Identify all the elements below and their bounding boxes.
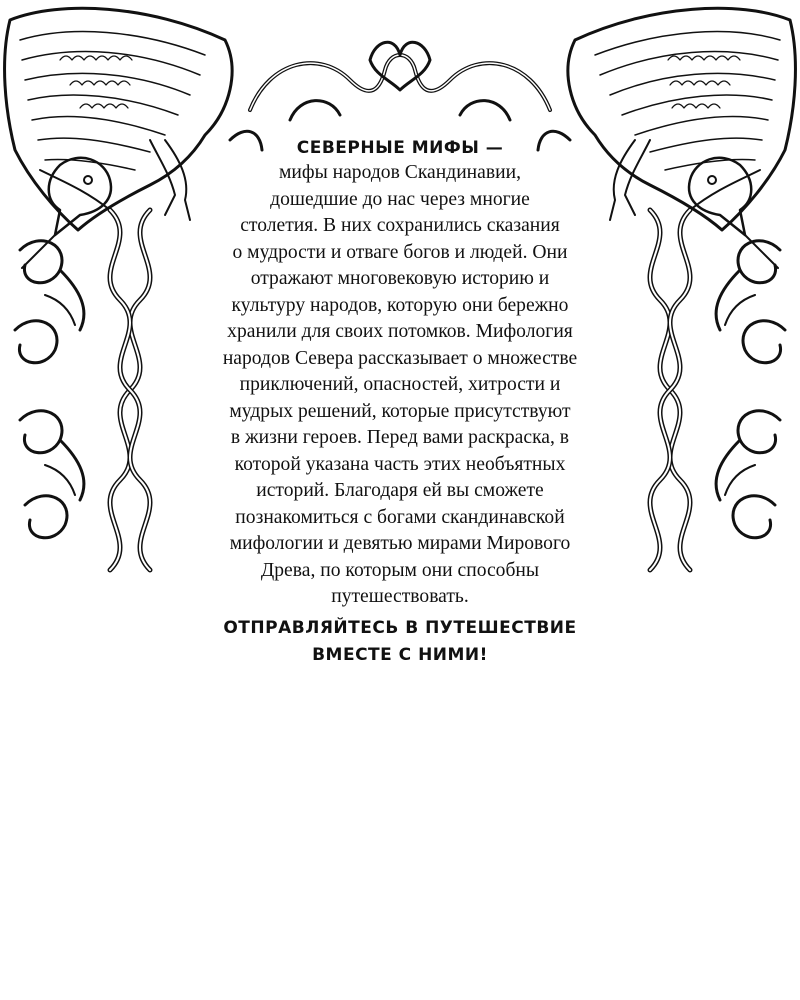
right-knot-column: [650, 210, 785, 570]
paragraph-line: дошедшие до нас через многие: [270, 188, 530, 210]
top-knot-arch: [230, 42, 570, 150]
paragraph-line: культуру народов, которую они бережно: [231, 294, 569, 316]
closing-line: ОТПРАВЛЯЙТЕСЬ В ПУТЕШЕСТВИЕ: [223, 617, 577, 638]
paragraph-line: хранили для своих потомков. Мифология: [227, 321, 573, 342]
left-knot-column: [15, 210, 150, 570]
paragraph-line: о мудрости и отваге богов и людей. Они: [232, 241, 568, 263]
paragraph-line: народов Севера рассказывает о множестве: [222, 347, 578, 369]
closing-line: ВМЕСТЕ С НИМИ!: [312, 644, 488, 665]
paragraph-line: Древа, по которым они способны: [260, 559, 540, 581]
paragraph-line: путешествовать.: [331, 586, 469, 607]
closing-call-to-action: [160, 615, 640, 669]
paragraph-line: историй. Благодаря ей вы сможете: [256, 480, 544, 501]
paragraph-line: мифы народов Скандинавии,: [278, 162, 521, 183]
paragraph-line: в жизни героев. Перед вами раскраска, в: [230, 427, 570, 448]
paragraph-line: мудрых решений, которые присутствуют: [229, 400, 571, 422]
paragraph-line: мифологии и девятью мирами Мирового: [229, 533, 571, 554]
intro-paragraph: [160, 160, 640, 611]
paragraph-line: отражают многовековую историю и: [250, 268, 550, 289]
paragraph-line: познакомиться с богами скандинавской: [235, 506, 565, 528]
intro-text-block: [160, 136, 640, 669]
paragraph-line: столетия. В них сохранились сказания: [240, 215, 560, 236]
paragraph-line: приключений, опасностей, хитрости и: [239, 374, 561, 395]
page-heading: СЕВЕРНЫЕ МИФЫ —: [296, 138, 504, 158]
paragraph-line: которой указана часть этих необъятных: [234, 453, 566, 475]
